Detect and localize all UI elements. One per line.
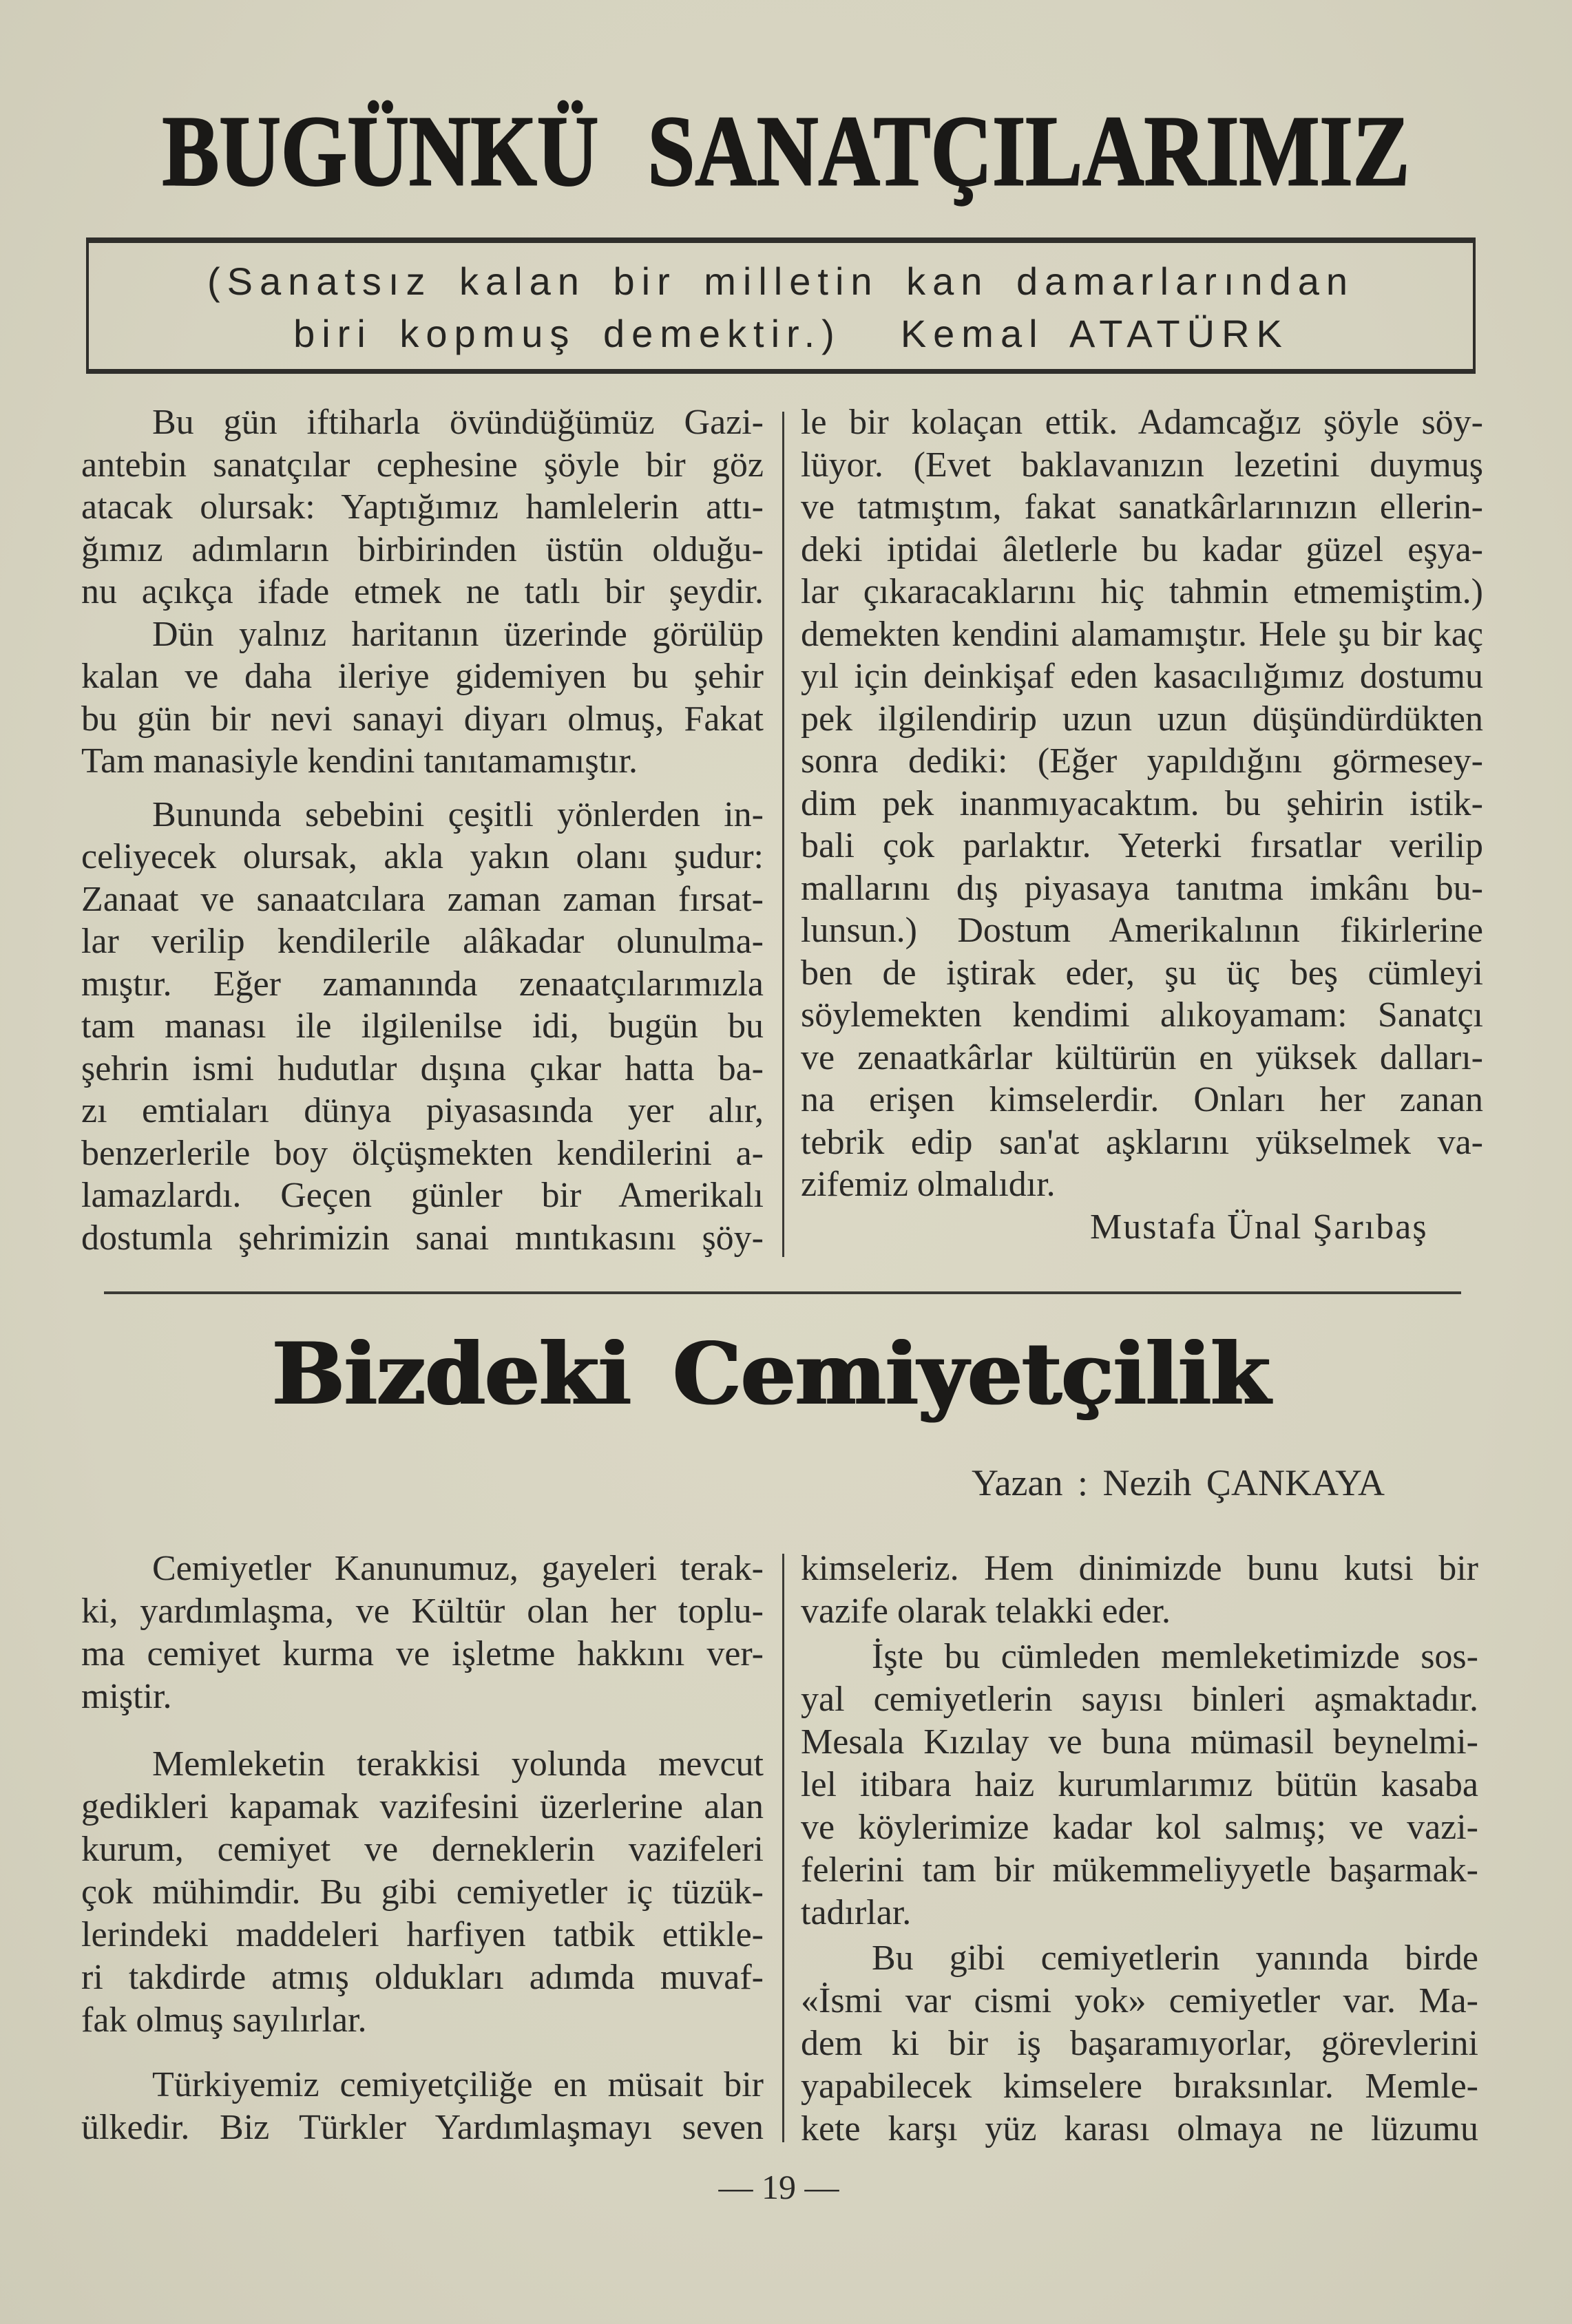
- text-line: atacak olursak: Yaptığımız hamlelerin attı-: [81, 487, 764, 527]
- text-line: dostumla şehrimizin sanai mıntıkasını şöy-: [81, 1218, 764, 1258]
- text-line: mallarını dış piyasaya tanıtma imkânı bu-: [801, 868, 1483, 908]
- text-line: celiyecek olursak, akla yakın olanı şudur:: [81, 837, 764, 876]
- text-line: bali çok parlaktır. Yeterki fırsatlar verilip: [801, 826, 1483, 865]
- text-line: deki iptidai âletlerle bu kadar güzel eşya-: [801, 529, 1483, 569]
- article-1-author: Mustafa Ünal Şarıbaş: [1090, 1207, 1428, 1247]
- article-2-left-column: [81, 1547, 764, 2149]
- epigraph-line-2: [86, 309, 1476, 359]
- text-line: zifemiz olmalıdır.: [801, 1165, 1056, 1204]
- column-divider: [782, 412, 784, 1257]
- text-line: vazife olarak telakki eder.: [801, 1592, 1171, 1631]
- article-2-right-column: [801, 1547, 1478, 2151]
- text-line: miştir.: [81, 1677, 172, 1716]
- text-line: tam manası ile ilgilenilse idi, bugün bu: [81, 1006, 764, 1046]
- text-line: «İsmi var cismi yok» cemiyetler var. Ma-: [801, 1981, 1478, 2020]
- paragraph: [801, 1547, 1478, 1633]
- page-number: — 19 —: [718, 2168, 839, 2206]
- text-line: kurum, cemiyet ve derneklerin vazifeleri: [81, 1830, 764, 1869]
- paragraph: [81, 401, 764, 613]
- column-divider: [782, 1554, 784, 2142]
- epigraph-attribution: Kemal ATATÜRK: [900, 312, 1289, 355]
- section-divider: [104, 1291, 1461, 1294]
- text-line: yal cemiyetlerin sayısı binleri aşmaktadır.: [801, 1680, 1478, 1719]
- text-line: demekten kendini alamamıştır. Hele şu bir kaç: [801, 614, 1483, 654]
- text-line: ve zenaatkârlar kültürün en yüksek dalları-: [801, 1037, 1483, 1077]
- article-1-right-column: [801, 401, 1483, 1248]
- text-line: ve köylerimize kadar kol salmış; ve vazi-: [801, 1808, 1478, 1847]
- paragraph: [801, 1636, 1478, 1934]
- text-line: lar çıkaracaklarını hiç tahmin etmemiştim.): [801, 572, 1483, 611]
- text-line: benzerlerile boy ölçüşmekten kendilerini a-: [81, 1133, 764, 1173]
- text-line: lel itibara haiz kurumlarımız bütün kasaba: [801, 1765, 1478, 1804]
- text-line: lüyor. (Evet baklavanızın lezetini duymuş: [801, 445, 1483, 485]
- text-line: lunsun.) Dostum Amerikalının fikirlerine: [801, 911, 1483, 950]
- text-line: sonra dediki: (Eğer yapıldığını görmesey-: [801, 741, 1483, 781]
- text-line: dem ki bir iş başaramıyorlar, görevlerini: [801, 2024, 1478, 2063]
- text-line: Türkiyemiz cemiyetçiliğe en müsait bir: [152, 2065, 764, 2104]
- text-line: ğımız adımların birbirinden üstün olduğu-: [81, 529, 764, 569]
- text-line: kimseleriz. Hem dinimizde bunu kutsi bir: [801, 1549, 1478, 1588]
- epigraph-line-1: (Sanatsız kalan bir milletin kan damarlarından: [207, 260, 1355, 303]
- text-line: felerini tam bir mükemmeliyyetle başarmak-: [801, 1850, 1478, 1890]
- text-line: pek ilgilendirip uzun uzun düşündürdükten: [801, 699, 1483, 739]
- text-line: şehrin ismi hudutlar dışına çıkar hatta ba-: [81, 1048, 764, 1088]
- text-line: yıl için deinkişaf eden kasacılığımız dostumu: [801, 657, 1483, 696]
- text-line: Bu gün iftiharla övündüğümüz Gazi-: [152, 403, 764, 442]
- text-line: ülkedir. Biz Türkler Yardımlaşmayı seven: [81, 2108, 764, 2147]
- epigraph-quote-end: biri kopmuş demektir.): [293, 312, 841, 355]
- text-line: yapabilecek kimselere bıraksınlar. Memle-: [801, 2067, 1478, 2106]
- text-line: lerindeki maddeleri harfiyen tatbik ettikle-: [81, 1915, 764, 1954]
- article-1-left-column: [81, 401, 764, 1259]
- text-line: ve tatmıştım, fakat sanatkârlarınızın ellerin-: [801, 487, 1483, 527]
- article-1-title: BUGÜNKÜ SANATÇILARIMIZ: [162, 95, 1410, 207]
- text-line: Tam manasiyle kendini tanıtamamıştır.: [81, 741, 638, 781]
- text-line: ma cemiyet kurma ve işletme hakkını ver-: [81, 1634, 764, 1673]
- text-line: ben de iştirak eder, şu üç beş cümleyi: [801, 953, 1483, 993]
- text-line: tebrik edip san'at aşklarını yükselmek va-: [801, 1122, 1483, 1162]
- text-line: kete karşı yüz karası olmaya ne lüzumu: [801, 2109, 1478, 2148]
- text-line: antebin sanatçılar cephesine şöyle bir göz: [81, 445, 764, 485]
- text-line: fak olmuş sayılırlar.: [81, 2000, 367, 2040]
- text-line: Zanaat ve sanaatcılara zaman zaman fırsat-: [81, 879, 764, 919]
- text-line: gedikleri kapamak vazifesini üzerlerine alan: [81, 1787, 764, 1826]
- text-line: Bu gibi cemiyetlerin yanında birde: [872, 1939, 1478, 1978]
- text-line: nu açıkça ifade etmek ne tatlı bir şeydir.: [81, 572, 764, 611]
- text-line: ki, yardımlaşma, ve Kültür olan her toplu-: [81, 1592, 764, 1631]
- text-line: tadırlar.: [801, 1893, 912, 1932]
- text-line: İşte bu cümleden memleketimizde sos-: [872, 1637, 1478, 1676]
- text-line: mıştır. Eğer zamanında zenaatçılarımızla: [81, 964, 764, 1004]
- paragraph: [81, 613, 764, 783]
- paragraph: [81, 1547, 764, 1718]
- text-line: kalan ve daha ileriye gidemiyen bu şehir: [81, 657, 764, 696]
- text-line: le bir kolaçan ettik. Adamcağız şöyle söy-: [801, 403, 1483, 442]
- text-line: dim pek inanmıyacaktım. bu şehirin istik-: [801, 783, 1483, 823]
- text-line: Memleketin terakkisi yolunda mevcut: [152, 1744, 764, 1784]
- text-line: zı emtiaları dünya piyasasında yer alır,: [81, 1091, 764, 1130]
- text-line: ri takdirde atmış oldukları adımda muvaf-: [81, 1958, 764, 1997]
- paragraph: [81, 1743, 764, 2042]
- text-line: lamazlardı. Geçen günler bir Amerikalı: [81, 1176, 764, 1215]
- article-2-byline: Yazan : Nezih ÇANKAYA: [972, 1462, 1385, 1503]
- text-line: Bununda sebebini çeşitli yönlerden in-: [152, 794, 764, 834]
- paragraph: [81, 794, 764, 1260]
- text-line: Cemiyetler Kanunumuz, gayeleri terak-: [152, 1549, 764, 1588]
- text-line: na erişen kimselerdir. Onları her zanan: [801, 1080, 1483, 1119]
- text-line: Dün yalnız haritanın üzerinde görülüp: [152, 614, 764, 654]
- text-line: söylemekten kendimi alıkoyamam: Sanatçı: [801, 995, 1483, 1035]
- text-line: çok mühimdir. Bu gibi cemiyetler iç tüzük-: [81, 1872, 764, 1912]
- paragraph: [801, 1937, 1478, 2151]
- paragraph: [81, 2064, 764, 2149]
- text-line: lar verilip kendilerile alâkadar olunulma-: [81, 922, 764, 961]
- text-line: bu gün bir nevi sanayi diyarı olmuş, Fakat: [81, 699, 764, 739]
- text-line: Mesala Kızılay ve buna mümasil beynelmi-: [801, 1722, 1478, 1762]
- paragraph: [801, 401, 1483, 1206]
- article-2-title: Bizdeki Cemiyetçilik: [272, 1324, 1270, 1424]
